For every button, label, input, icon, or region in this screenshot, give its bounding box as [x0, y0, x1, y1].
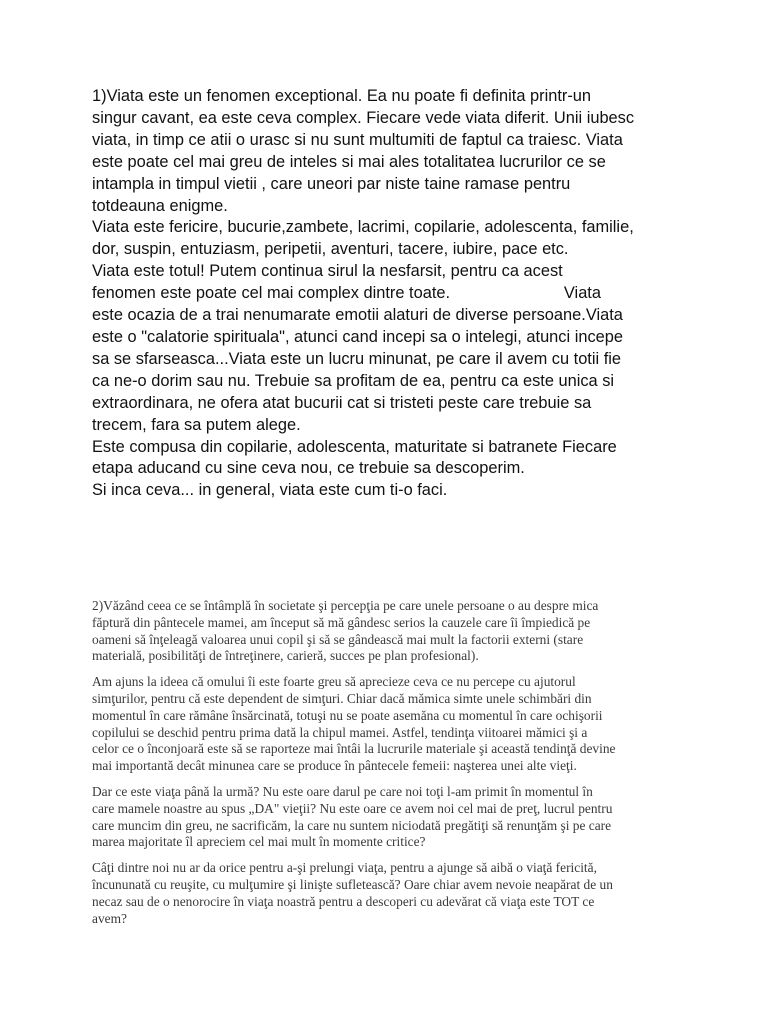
text-line: totdeauna enigme.: [92, 196, 228, 215]
text-line: Câţi dintre noi nu ar da orice pentru a-şi prelungi viaţa, pentru a ajunge să aibă o viaţă fericită,: [92, 860, 597, 876]
text-line: Viata este fericire, bucurie,zambete, lacrimi, copilarie, adolescenta, familie,: [92, 218, 634, 237]
text-line: necaz sau de o nenorocire în viaţa noastră pentru a descoperi cu adevărat că viaţa este TOT ce: [92, 893, 595, 909]
paragraph: [92, 860, 686, 927]
text-line: momentul în care rămâne însărcinată, totuşi nu se poate asemăna cu momentul în care ochişorii: [92, 707, 603, 723]
text-line: singur cavant, ea este ceva complex. Fiecare vede viata diferit. Unii iubesc: [92, 108, 635, 127]
text-line: Am ajuns la ideea că omului îi este foarte greu să aprecieze ceva ce nu percepe cu ajutorul: [92, 674, 576, 690]
essay-section-1: [92, 86, 682, 502]
text-line: avem?: [92, 910, 127, 926]
text-line: extraordinara, ne ofera atat bucurii cat si tristeti peste care trebuie sa: [92, 393, 592, 412]
text-line: Este compusa din copilarie, adolescenta, maturitate si batranete Fiecare: [92, 437, 617, 456]
text-line: fenomen este poate cel mai complex dintre toate. Viata: [92, 284, 601, 303]
text-line: sa se sfarseasca...Viata este un lucru minunat, pe care il avem cu totii fie: [92, 349, 622, 368]
text-line: este ocazia de a trai nenumarate emotii alaturi de diverse persoane.Viata: [92, 306, 623, 325]
text-line: 2)Văzând ceea ce se întâmplă în societate şi percepţia pe care unele persoane o au despre mica: [92, 598, 599, 613]
text-line: viata, in timp ce atii o urasc si nu sunt multumiti de faptul ca traiesc. Viata: [92, 130, 623, 149]
text-line: oameni să înţeleagă valoarea unui copil şi să se gândească mai mult la factorii externi (stare: [92, 631, 584, 647]
text-line: făptură din pântecele mamei, am început să mă gândesc serios la cauzele care îi împiedică pe: [92, 614, 591, 630]
text-line: Si inca ceva... in general, viata este cum ti-o faci.: [92, 481, 448, 500]
paragraph: [92, 598, 686, 665]
text-line: trecem, fara sa putem alege.: [92, 415, 301, 434]
text-line: Viata este totul! Putem continua sirul la nesfarsit, pentru ca acest: [92, 262, 563, 281]
paragraph: [92, 784, 686, 851]
text-line: celor ce o înconjoară este să se raporteze mai întâi la lucrurile materiale şi această tendinţă devine: [92, 741, 616, 757]
text-line: materială, posibilităţi de întreţinere, carieră, succes pe plan profesional).: [92, 648, 479, 664]
text-line: copilului se deschid pentru prima dată la chipul mamei. Astfel, tendinţa viitoarei mămici şi a: [92, 724, 588, 740]
text-line: 1)Viata este un fenomen exceptional. Ea nu poate fi definita printr-un: [92, 87, 592, 105]
text-line: este o "calatorie spirituala", atunci cand incepi sa o intelegi, atunci incepe: [92, 327, 623, 346]
paragraph: [92, 674, 686, 775]
text-line: este poate cel mai greu de inteles si mai ales totalitatea lucrurilor ce se: [92, 152, 606, 171]
text-line: etapa aducand cu sine ceva nou, ce trebuie sa descoperim.: [92, 459, 525, 478]
text-line: care muncim din greu, ne sacrificăm, la care nu suntem niciodată pregătiţi să renunţăm şi pe care: [92, 817, 612, 833]
text-line: care mamele noastre au spus „DA" vieţii? Nu este oare ce avem noi cel mai de preţ, lucrul pentru: [92, 800, 613, 816]
text-line: dor, suspin, entuziasm, peripetii, aventuri, tacere, iubire, pace etc.: [92, 240, 569, 259]
text-line: ca ne-o dorim sau nu. Trebuie sa profitam de ea, pentru ca este unica si: [92, 371, 615, 390]
text-line: simţurilor, pentru că este dependent de simţuri. Chiar dacă mămica simte unele schimbări din: [92, 690, 592, 706]
essay-section-2: [92, 598, 686, 936]
text-line: Dar ce este viaţa până la urmă? Nu este oare darul pe care noi toţi l-am primit în momentul în: [92, 783, 593, 799]
text-line: marea majoritate îl apreciem cel mai mult în momente critice?: [92, 834, 426, 850]
text-line: intampla in timpul vietii , care uneori par niste taine ramase pentru: [92, 174, 571, 193]
text-line: mai importantă decât minunea care se produce în pântecele femeii: naşterea unei alte vieţi.: [92, 758, 577, 774]
text-line: încununată cu reuşite, cu mulţumire şi linişte sufletească? Oare chiar avem nevoie neapărat de un: [92, 876, 613, 892]
